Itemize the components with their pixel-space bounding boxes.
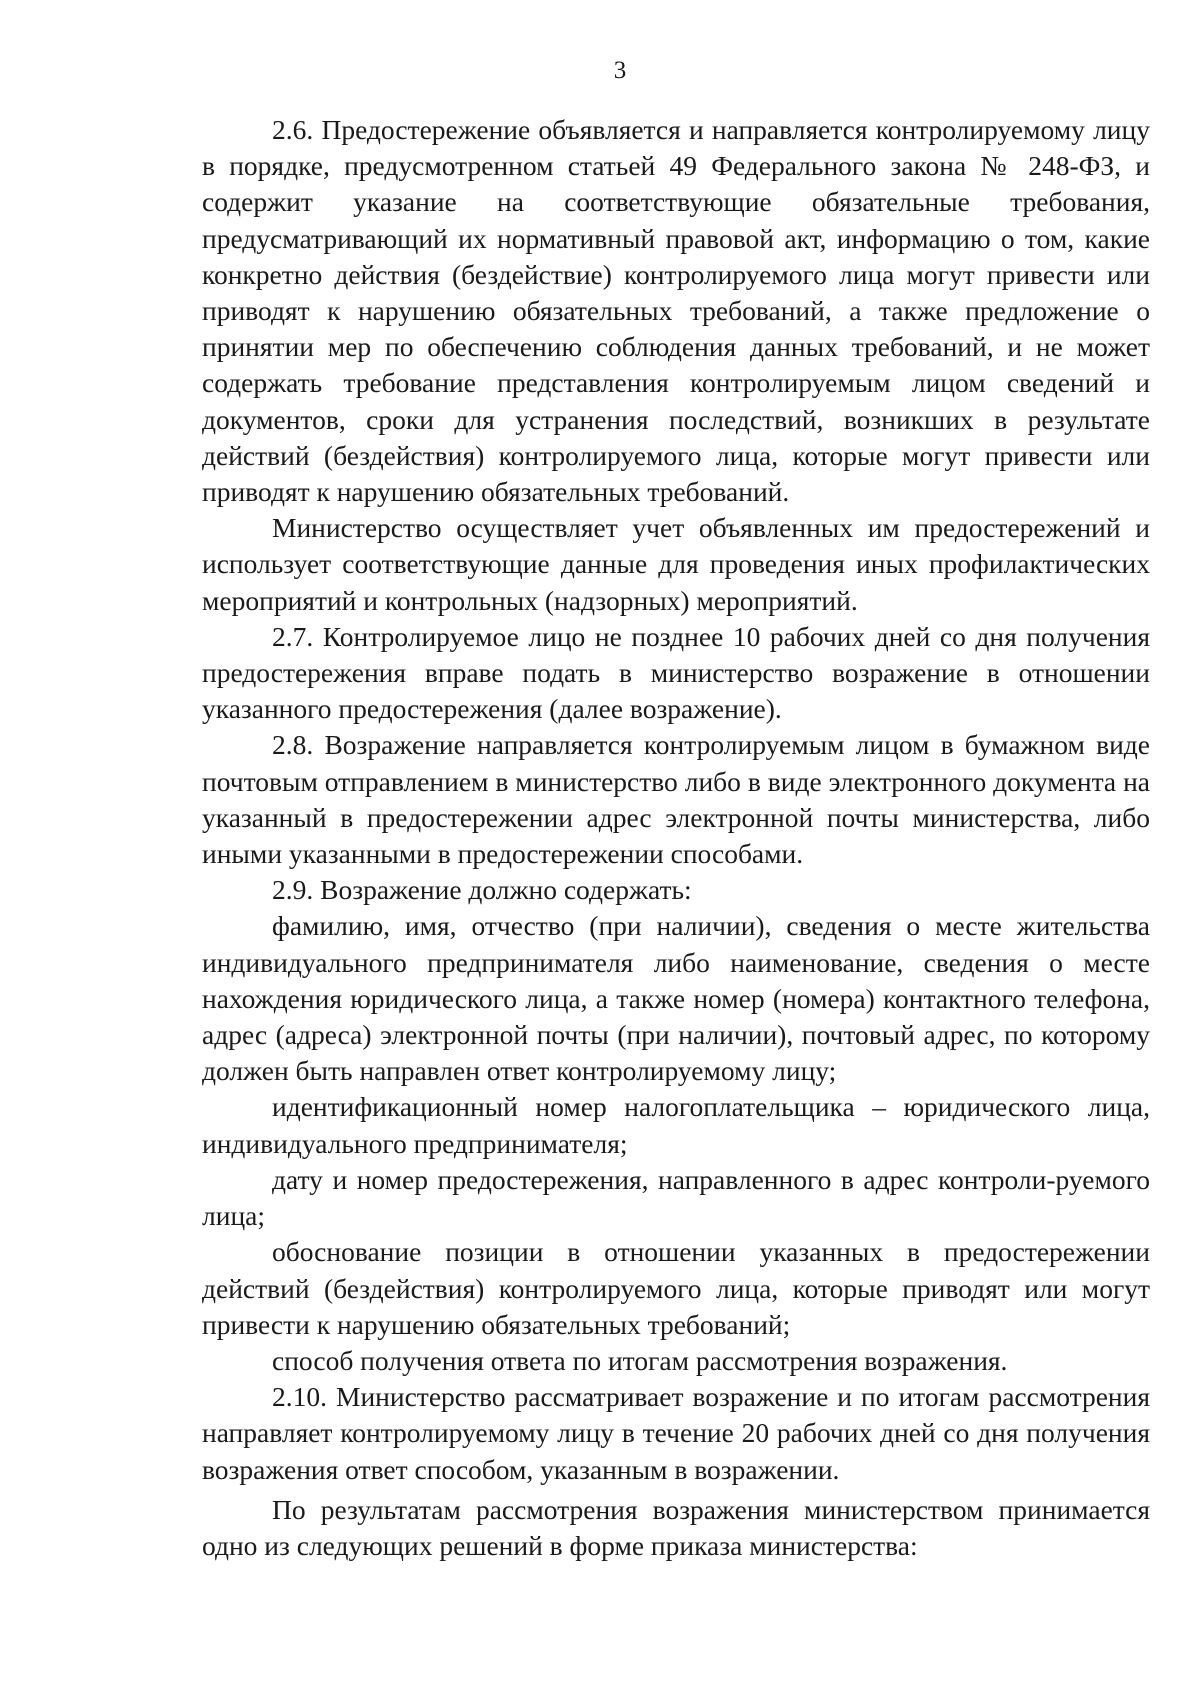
- paragraph-decision-intro: По результатам рассмотрения возражения министерством принимается одно из следующих решений в форме приказа министерства:: [202, 1493, 1150, 1561]
- list-item-contact-details: фамилию, имя, отчество (при наличии), сведения о месте жительства индивидуального предпринимателя либо наименование, сведения о месте нахождения юридического лица, а также номер (номера) контактного телефона, адрес (адреса) электронной почты (при наличии), почтовый адрес, по которому должен быть направлен ответ контролируемому лицу;: [202, 910, 1150, 1087]
- document-body: [202, 112, 1150, 1564]
- list-item-position-justification: обоснование позиции в отношении указанных в предостережении действий (бездействия) контролируемого лица, которые приводят или могут привести к нарушению обязательных требований;: [202, 1236, 1150, 1340]
- paragraph-2-6: 2.6. Предостережение объявляется и направляется контролируемому лицу в порядке, предусмотренном статьей 49 Федерального закона № 248-ФЗ, и содержит указание на соответствующие обязательные требования, предусматривающий их нормативный правовой акт, информацию о том, какие конкретно действия (бездействие) контролируемого лица могут привести или приводят к нарушению обязательных требований, а также предложение о принятии мер по обеспечению соблюдения данных требований, и не может содержать требование представления контролируемым лицом сведений и документов, сроки для устранения последствий, возникших в результате действий (бездействия) контролируемого лица, которые могут привести или приводят к нарушению обязательных требований.: [202, 114, 1150, 508]
- paragraph-2-9: 2.9. Возражение должно содержать:: [272, 874, 692, 906]
- paragraph-2-8: 2.8. Возражение направляется контролируемым лицом в бумажном виде почтовым отправлением в министерство либо в виде электронного документа на указанный в предостережении адрес электронной почты министерства, либо иными указанными в предостережении способами.: [202, 729, 1150, 870]
- paragraph-ministry-records: Министерство осуществляет учет объявленных им предостережений и использует соответствующие данные для проведения иных профилактических мероприятий и контрольных (надзорных) мероприятий.: [202, 512, 1150, 616]
- list-item-response-method: способ получения ответа по итогам рассмотрения возражения.: [272, 1344, 1008, 1376]
- page-number: 3: [613, 57, 627, 84]
- list-item-warning-date-number: дату и номер предостережения, направленного в адрес контроли-руемого лица;: [202, 1163, 1150, 1232]
- paragraph-2-7: 2.7. Контролируемое лицо не позднее 10 рабочих дней со дня получения предостережения вправе подать в министерство возражение в отношении указанного предостережения (далее возражение).: [202, 620, 1150, 725]
- paragraph-2-10: 2.10. Министерство рассматривает возражение и по итогам рассмотрения направляет контролируемому лицу в течение 20 рабочих дней со дня получения возражения ответ способом, указанным в возражении.: [202, 1381, 1150, 1485]
- list-item-taxpayer-number: идентификационный номер налогоплательщика – юридического лица, индивидуального предпринимателя;: [202, 1091, 1150, 1159]
